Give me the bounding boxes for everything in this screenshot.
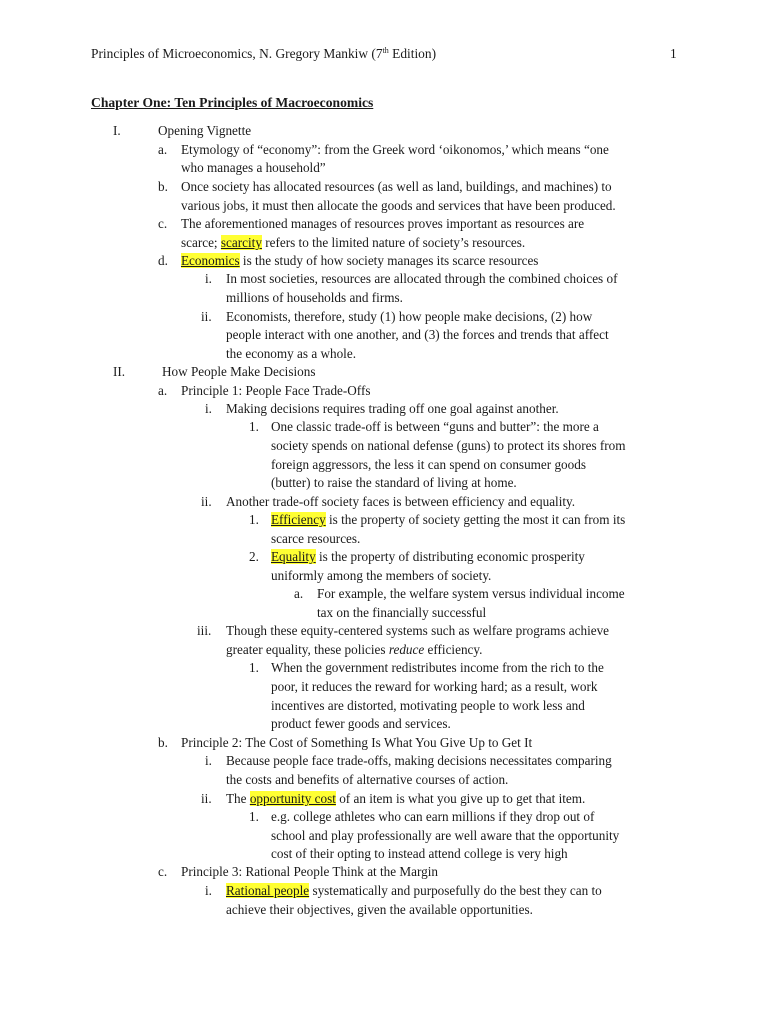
body-line bbox=[181, 234, 525, 253]
body-line bbox=[181, 252, 538, 271]
outline-marker: a. bbox=[158, 383, 168, 398]
outline-marker: i. bbox=[205, 883, 212, 898]
highlighted-term: Equality bbox=[271, 549, 316, 564]
highlighted-term: Rational people bbox=[226, 883, 310, 898]
emphasized-word: reduce bbox=[388, 642, 425, 657]
body-line: When the government redistributes income from the rich to the bbox=[271, 660, 604, 675]
outline-marker: i. bbox=[205, 401, 212, 416]
body-line: One classic trade-off is between “guns and butter”: the more a bbox=[271, 419, 599, 434]
page-number: 1 bbox=[670, 46, 677, 61]
header-superscript: th bbox=[382, 46, 389, 55]
body-line: society spends on national defense (guns) to protect its shores from bbox=[271, 438, 626, 453]
section-heading: How People Make Decisions bbox=[162, 364, 316, 379]
outline-marker: 2. bbox=[249, 549, 259, 564]
body-line: incentives are distorted, motivating people to work less and bbox=[271, 698, 585, 713]
body-line: various jobs, it must then allocate the goods and services that have been produced. bbox=[181, 198, 616, 213]
outline-marker: 1. bbox=[249, 419, 259, 434]
body-line bbox=[226, 882, 602, 901]
outline-marker: ii. bbox=[201, 791, 212, 806]
outline-marker: a. bbox=[158, 142, 168, 157]
chapter-title: Chapter One: Ten Principles of Macroeconomics bbox=[91, 95, 374, 110]
text-run: efficiency. bbox=[424, 642, 483, 657]
highlighted-term: Efficiency bbox=[271, 512, 326, 527]
body-line: Though these equity-centered systems such as welfare programs achieve bbox=[226, 623, 610, 638]
header-title: Principles of Microeconomics, N. Gregory Mankiw (7 bbox=[91, 46, 383, 61]
body-line: The aforementioned manages of resources proves important as resources are bbox=[181, 216, 585, 231]
body-line: achieve their objectives, given the available opportunities. bbox=[226, 902, 533, 917]
outline-marker: i. bbox=[205, 271, 212, 286]
body-line: millions of households and firms. bbox=[226, 290, 403, 305]
body-line: uniformly among the members of society. bbox=[271, 568, 492, 583]
text-run: is the property of society getting the most it can from its bbox=[325, 512, 626, 527]
body-line: the costs and benefits of alternative courses of action. bbox=[226, 772, 509, 787]
body-line: Economists, therefore, study (1) how people make decisions, (2) how bbox=[226, 309, 593, 324]
body-line: school and play professionally are well aware that the opportunity bbox=[271, 828, 620, 843]
outline-marker: c. bbox=[158, 864, 168, 879]
principle-heading: Principle 2: The Cost of Something Is What You Give Up to Get It bbox=[181, 735, 533, 750]
body-line: Etymology of “economy”: from the Greek word ‘oikonomos,’ which means “one bbox=[181, 142, 609, 157]
body-line: Another trade-off society faces is between efficiency and equality. bbox=[226, 494, 576, 509]
outline-marker: 1. bbox=[249, 809, 259, 824]
outline-marker: 1. bbox=[249, 512, 259, 527]
text-run: is the study of how society manages its scarce resources bbox=[239, 253, 539, 268]
outline-marker: II. bbox=[113, 364, 126, 379]
body-line: foreign aggressors, the less it can spend on consumer goods bbox=[271, 457, 586, 472]
principle-heading: Principle 1: People Face Trade-Offs bbox=[181, 383, 371, 398]
running-header bbox=[91, 45, 436, 64]
outline-marker: d. bbox=[158, 253, 168, 268]
body-line: product fewer goods and services. bbox=[271, 716, 451, 731]
body-line bbox=[271, 511, 625, 530]
text-run: of an item is what you give up to get that item. bbox=[335, 791, 586, 806]
outline-marker: i. bbox=[205, 753, 212, 768]
body-line: Once society has allocated resources (as well as land, buildings, and machines) to bbox=[181, 179, 612, 194]
outline-marker: I. bbox=[113, 123, 121, 138]
outline-marker: c. bbox=[158, 216, 168, 231]
header-title-end: Edition) bbox=[388, 46, 437, 61]
outline-marker: b. bbox=[158, 179, 168, 194]
outline-marker: a. bbox=[294, 586, 304, 601]
text-run: greater equality, these policies bbox=[226, 642, 389, 657]
body-line: tax on the financially successful bbox=[317, 605, 487, 620]
body-line: e.g. college athletes who can earn millions if they drop out of bbox=[271, 809, 595, 824]
outline-marker: ii. bbox=[201, 309, 212, 324]
body-line: the economy as a whole. bbox=[226, 346, 357, 361]
outline-marker: b. bbox=[158, 735, 168, 750]
body-line: people interact with one another, and (3) the forces and trends that affect bbox=[226, 327, 609, 342]
body-line: poor, it reduces the reward for working hard; as a result, work bbox=[271, 679, 598, 694]
body-line: Making decisions requires trading off one goal against another. bbox=[226, 401, 559, 416]
outline-marker: 1. bbox=[249, 660, 259, 675]
text-run: is the property of distributing economic prosperity bbox=[315, 549, 585, 564]
body-line: who manages a household” bbox=[181, 160, 326, 175]
body-line bbox=[226, 641, 482, 660]
highlighted-term: Economics bbox=[181, 253, 240, 268]
highlighted-term: scarcity bbox=[220, 235, 262, 250]
body-line: In most societies, resources are allocated through the combined choices of bbox=[226, 271, 618, 286]
outline-marker: iii. bbox=[197, 623, 212, 638]
body-line: scarce resources. bbox=[271, 531, 361, 546]
text-run: scarce; bbox=[181, 235, 221, 250]
body-line bbox=[271, 548, 585, 567]
text-run: The bbox=[226, 791, 250, 806]
body-line: For example, the welfare system versus individual income bbox=[317, 586, 625, 601]
outline-marker: ii. bbox=[201, 494, 212, 509]
body-line: cost of their opting to instead attend college is very high bbox=[271, 846, 568, 861]
highlighted-term: opportunity cost bbox=[249, 791, 336, 806]
body-line bbox=[226, 790, 585, 809]
text-run: systematically and purposefully do the best they can to bbox=[309, 883, 602, 898]
text-run: refers to the limited nature of society’s resources. bbox=[261, 235, 526, 250]
section-heading: Opening Vignette bbox=[158, 123, 252, 138]
body-line: (butter) to raise the standard of living at home. bbox=[271, 475, 517, 490]
body-line: Because people face trade-offs, making decisions necessitates comparing bbox=[226, 753, 612, 768]
principle-heading: Principle 3: Rational People Think at the Margin bbox=[181, 864, 438, 879]
